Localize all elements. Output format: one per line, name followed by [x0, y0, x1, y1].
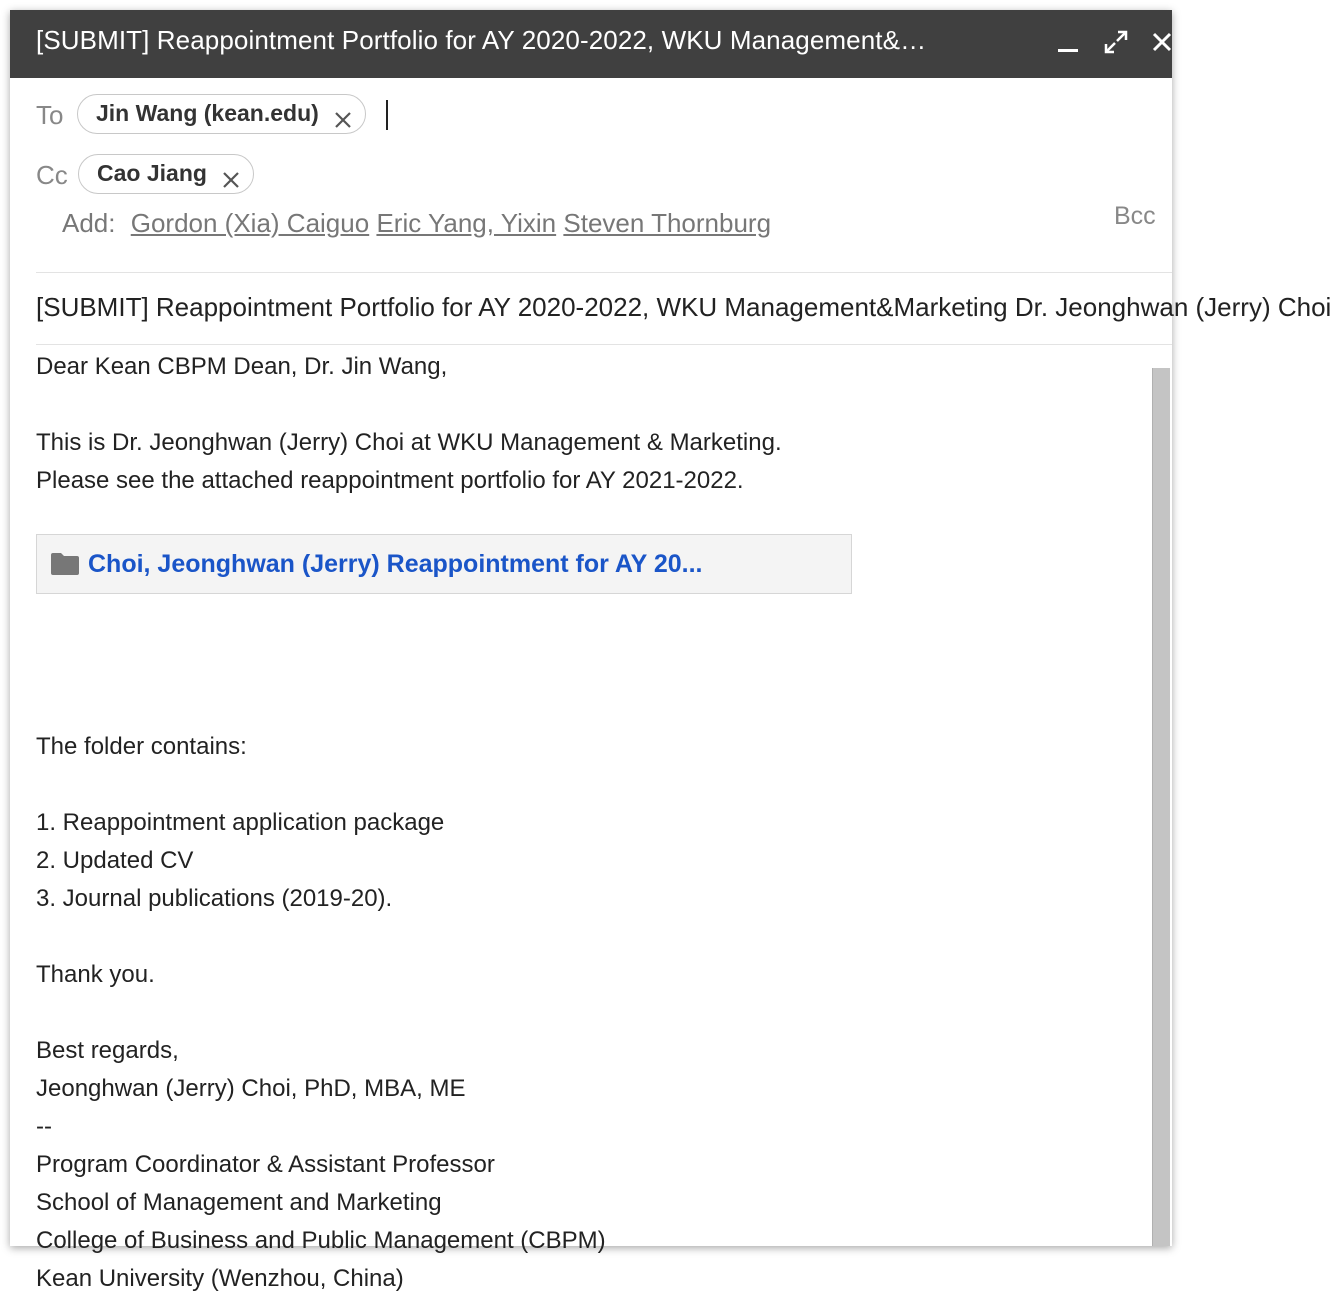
to-label: To [36, 100, 64, 130]
minimize-icon[interactable] [1050, 24, 1086, 60]
window-title: [SUBMIT] Reappointment Portfolio for AY 2020-2022, WKU Management&… [36, 25, 927, 55]
remove-recipient-icon[interactable] [333, 104, 353, 124]
compose-titlebar[interactable] [10, 10, 1172, 78]
to-row [36, 94, 1166, 134]
signature-separator: -- [36, 1113, 52, 1140]
body-line: Please see the attached reappointment portfolio for AY 2021-2022. [36, 467, 744, 494]
scrollbar[interactable] [1152, 368, 1170, 1246]
divider [36, 344, 1172, 345]
signature-line: Program Coordinator & Assistant Professor [36, 1151, 495, 1178]
expand-icon[interactable] [1098, 24, 1134, 60]
remove-recipient-icon[interactable] [221, 164, 241, 184]
body-line: The folder contains: [36, 733, 247, 760]
suggestion-link[interactable]: Gordon (Xia) Caiguo [130, 208, 370, 238]
list-item: 2. Updated CV [36, 847, 194, 874]
drive-attachment-chip[interactable] [36, 534, 852, 594]
suggestion-link[interactable]: Eric Yang, Yixin [376, 208, 557, 238]
folder-icon [51, 553, 79, 575]
cc-label: Cc [36, 160, 68, 190]
greeting-line: Dear Kean CBPM Dean, Dr. Jin Wang, [36, 353, 448, 380]
compose-window [10, 10, 1331, 1292]
suggested-recipients [62, 208, 1062, 244]
body-line: This is Dr. Jeonghwan (Jerry) Choi at WKU Management & Marketing. [36, 429, 782, 456]
divider [36, 272, 1172, 273]
text-cursor [386, 100, 388, 130]
attachment-name[interactable]: Choi, Jeonghwan (Jerry) Reappointment for AY 20... [88, 550, 703, 578]
close-icon[interactable] [1144, 24, 1180, 60]
bcc-link[interactable]: Bcc [1114, 202, 1156, 230]
list-item: 1. Reappointment application package [36, 809, 445, 836]
signature-line: Kean University (Wenzhou, China) [36, 1265, 404, 1292]
signature-name: Jeonghwan (Jerry) Choi, PhD, MBA, ME [36, 1075, 466, 1102]
subject-field[interactable]: [SUBMIT] Reappointment Portfolio for AY 2020-2022, WKU Management&Marketing Dr. Jeonghwan (Jerry) Choi [36, 292, 1331, 322]
body-line: Thank you. [36, 961, 155, 988]
signature-line: College of Business and Public Management (CBPM) [36, 1227, 606, 1254]
recipient-chip-to[interactable] [77, 94, 366, 134]
cc-row [36, 154, 1166, 194]
recipient-chip-cc[interactable] [78, 154, 254, 194]
recipient-chip-label: Cao Jiang [97, 160, 207, 186]
recipient-chip-label: Jin Wang (kean.edu) [96, 100, 319, 126]
message-body[interactable] [36, 348, 1146, 1298]
add-label: Add: [62, 208, 116, 238]
closing-line: Best regards, [36, 1037, 179, 1064]
signature-line: School of Management and Marketing [36, 1189, 442, 1216]
list-item: 3. Journal publications (2019-20). [36, 885, 393, 912]
suggestion-link[interactable]: Steven Thornburg [563, 208, 772, 238]
